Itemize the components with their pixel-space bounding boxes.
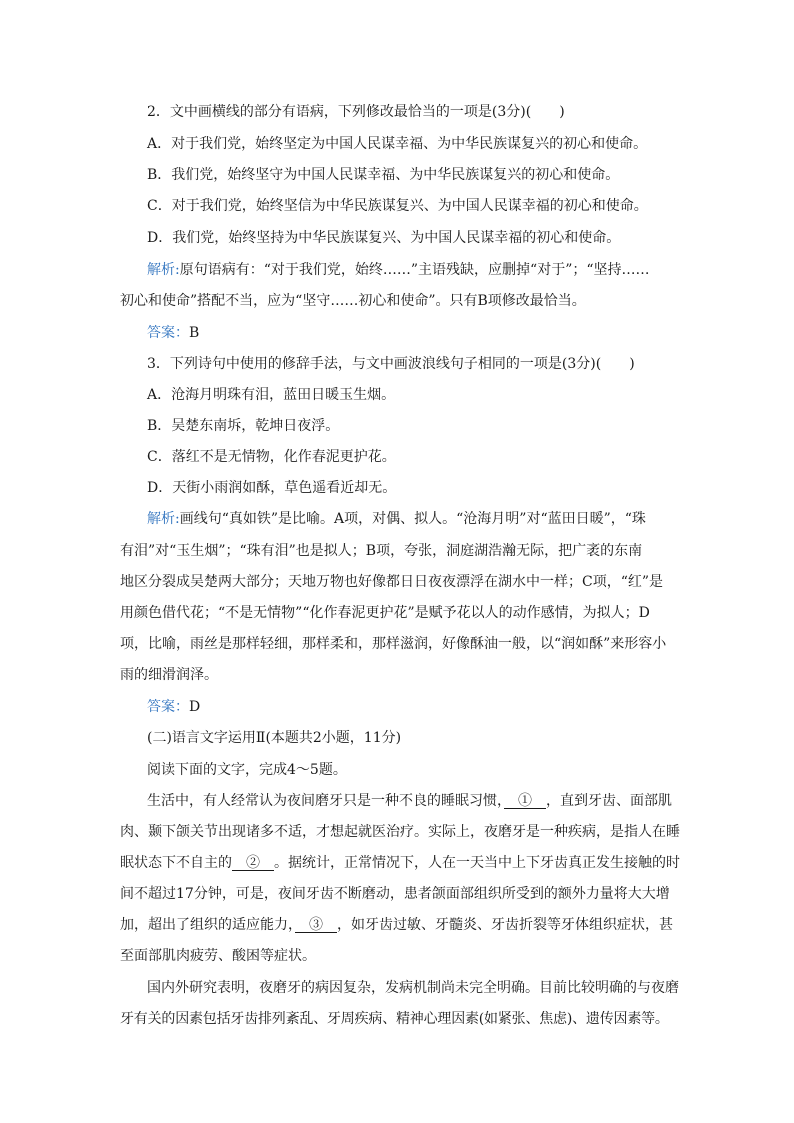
q3-option-c: C．落红不是无情物，化作春泥更护花。 <box>147 449 396 465</box>
passage-text: 生活中，有人经常认为夜间磨牙只是一种不良的睡眠习惯， <box>147 793 504 809</box>
blank-1: ① <box>504 793 546 809</box>
passage-text: 。据统计，正常情况下，人在一天当中上下牙齿真正发生接触的时 <box>274 855 680 871</box>
passage-line-5 <box>120 915 680 935</box>
q2-option-d: D．我们党，始终坚持为中华民族谋复兴、为中国人民谋幸福的初心和使命。 <box>147 230 621 246</box>
section2-title: (二)语言文字运用Ⅱ(本题共2小题，11分) <box>147 730 402 746</box>
passage-line-3 <box>120 853 680 873</box>
passage-text: 眠状态下不自主的 <box>120 855 232 871</box>
q2-analysis-text-1: 原句语病有：“对于我们党，始终……”主语残缺，应删掉“对于”；“坚持…… <box>179 262 650 278</box>
passage-text: 加，超出了组织的适应能力， <box>120 917 295 933</box>
q2-option-b: B．我们党，始终坚守为中国人民谋幸福、为中华民族谋复兴的初心和使命。 <box>147 167 620 183</box>
q2-analysis-label: 解析: <box>147 262 180 278</box>
passage-line-4: 间不超过17分钟，可是，夜间牙齿不断磨动，患者颌面部组织所受到的额外力量将大大增 <box>120 886 670 902</box>
q3-analysis-text-1: 画线句“真如铁”是比喻。A项，对偶、拟人。“沧海月明”对“蓝田日暖”，“珠 <box>179 511 646 527</box>
q3-analysis-line-3: 地区分裂成吴楚两大部分；天地万物也好像都日日夜夜漂浮在湖水中一样；C项，“红”是 <box>120 574 664 590</box>
q2-answer <box>147 323 707 343</box>
q2-answer-label: 答案： <box>147 325 189 341</box>
passage-line-6: 至面部肌肉疲劳、酸困等症状。 <box>120 948 316 964</box>
q3-answer-value: D <box>189 699 201 715</box>
blank-2: ② <box>232 855 274 871</box>
q3-analysis-line-6: 雨的细滑润泽。 <box>120 667 218 683</box>
q2-answer-value: B <box>189 325 200 341</box>
blank-3: ③ <box>295 917 337 933</box>
q3-analysis-label: 解析: <box>147 511 180 527</box>
q2-analysis-line-1 <box>147 260 707 280</box>
q3-answer <box>147 697 707 717</box>
q2-analysis-line-2: 初心和使命”搭配不当，应为“坚守……初心和使命”。只有B项修改最恰当。 <box>120 293 586 309</box>
q2-stem: 2．文中画横线的部分有语病，下列修改最恰当的一项是(3分)( ) <box>147 104 565 120</box>
passage-text: ，直到牙齿、面部肌 <box>546 793 672 809</box>
q2-option-a: A．对于我们党，始终坚定为中国人民谋幸福、为中华民族谋复兴的初心和使命。 <box>147 136 648 152</box>
passage2-line-1: 国内外研究表明，夜磨牙的病因复杂，发病机制尚未完全明确。目前比较明确的与夜磨 <box>147 980 679 996</box>
passage-text: ，如牙齿过敏、牙髓炎、牙齿折裂等牙体组织症状，甚 <box>337 917 673 933</box>
passage2-line-2: 牙有关的因素包括牙齿排列紊乱、牙周疾病、精神心理因素(如紧张、焦虑)、遗传因素等。 <box>120 1011 669 1027</box>
q3-answer-label: 答案： <box>147 699 189 715</box>
q3-analysis-line-5: 项，比喻，雨丝是那样轻细，那样柔和，那样滋润，好像酥油一般，以“润如酥”来形容小 <box>120 636 667 652</box>
q3-analysis-line-1 <box>147 509 707 529</box>
q3-option-a: A．沧海月明珠有泪，蓝田日暖玉生烟。 <box>147 387 396 403</box>
passage-line-1 <box>147 791 707 811</box>
q3-stem: 3．下列诗句中使用的修辞手法，与文中画波浪线句子相同的一项是(3分)( ) <box>147 356 635 372</box>
section2-instruction: 阅读下面的文字，完成4～5题。 <box>147 762 347 778</box>
q3-option-b: B．吴楚东南坼，乾坤日夜浮。 <box>147 418 340 434</box>
q2-option-c: C．对于我们党，始终坚信为中华民族谋复兴、为中国人民谋幸福的初心和使命。 <box>147 198 648 214</box>
q3-analysis-line-2: 有泪”对“玉生烟”；“珠有泪”也是拟人；B项，夸张，洞庭湖浩瀚无际，把广袤的东南 <box>120 543 643 559</box>
passage-line-2: 肉、颞下颌关节出现诸多不适，才想起就医治疗。实际上，夜磨牙是一种疾病，是指人在睡 <box>120 824 680 840</box>
q3-option-d: D．天街小雨润如酥，草色遥看近却无。 <box>147 480 397 496</box>
q3-analysis-line-4: 用颜色借代花；“不是无情物”“化作春泥更护花”是赋予花以人的动作感情，为拟人；D <box>120 605 650 621</box>
